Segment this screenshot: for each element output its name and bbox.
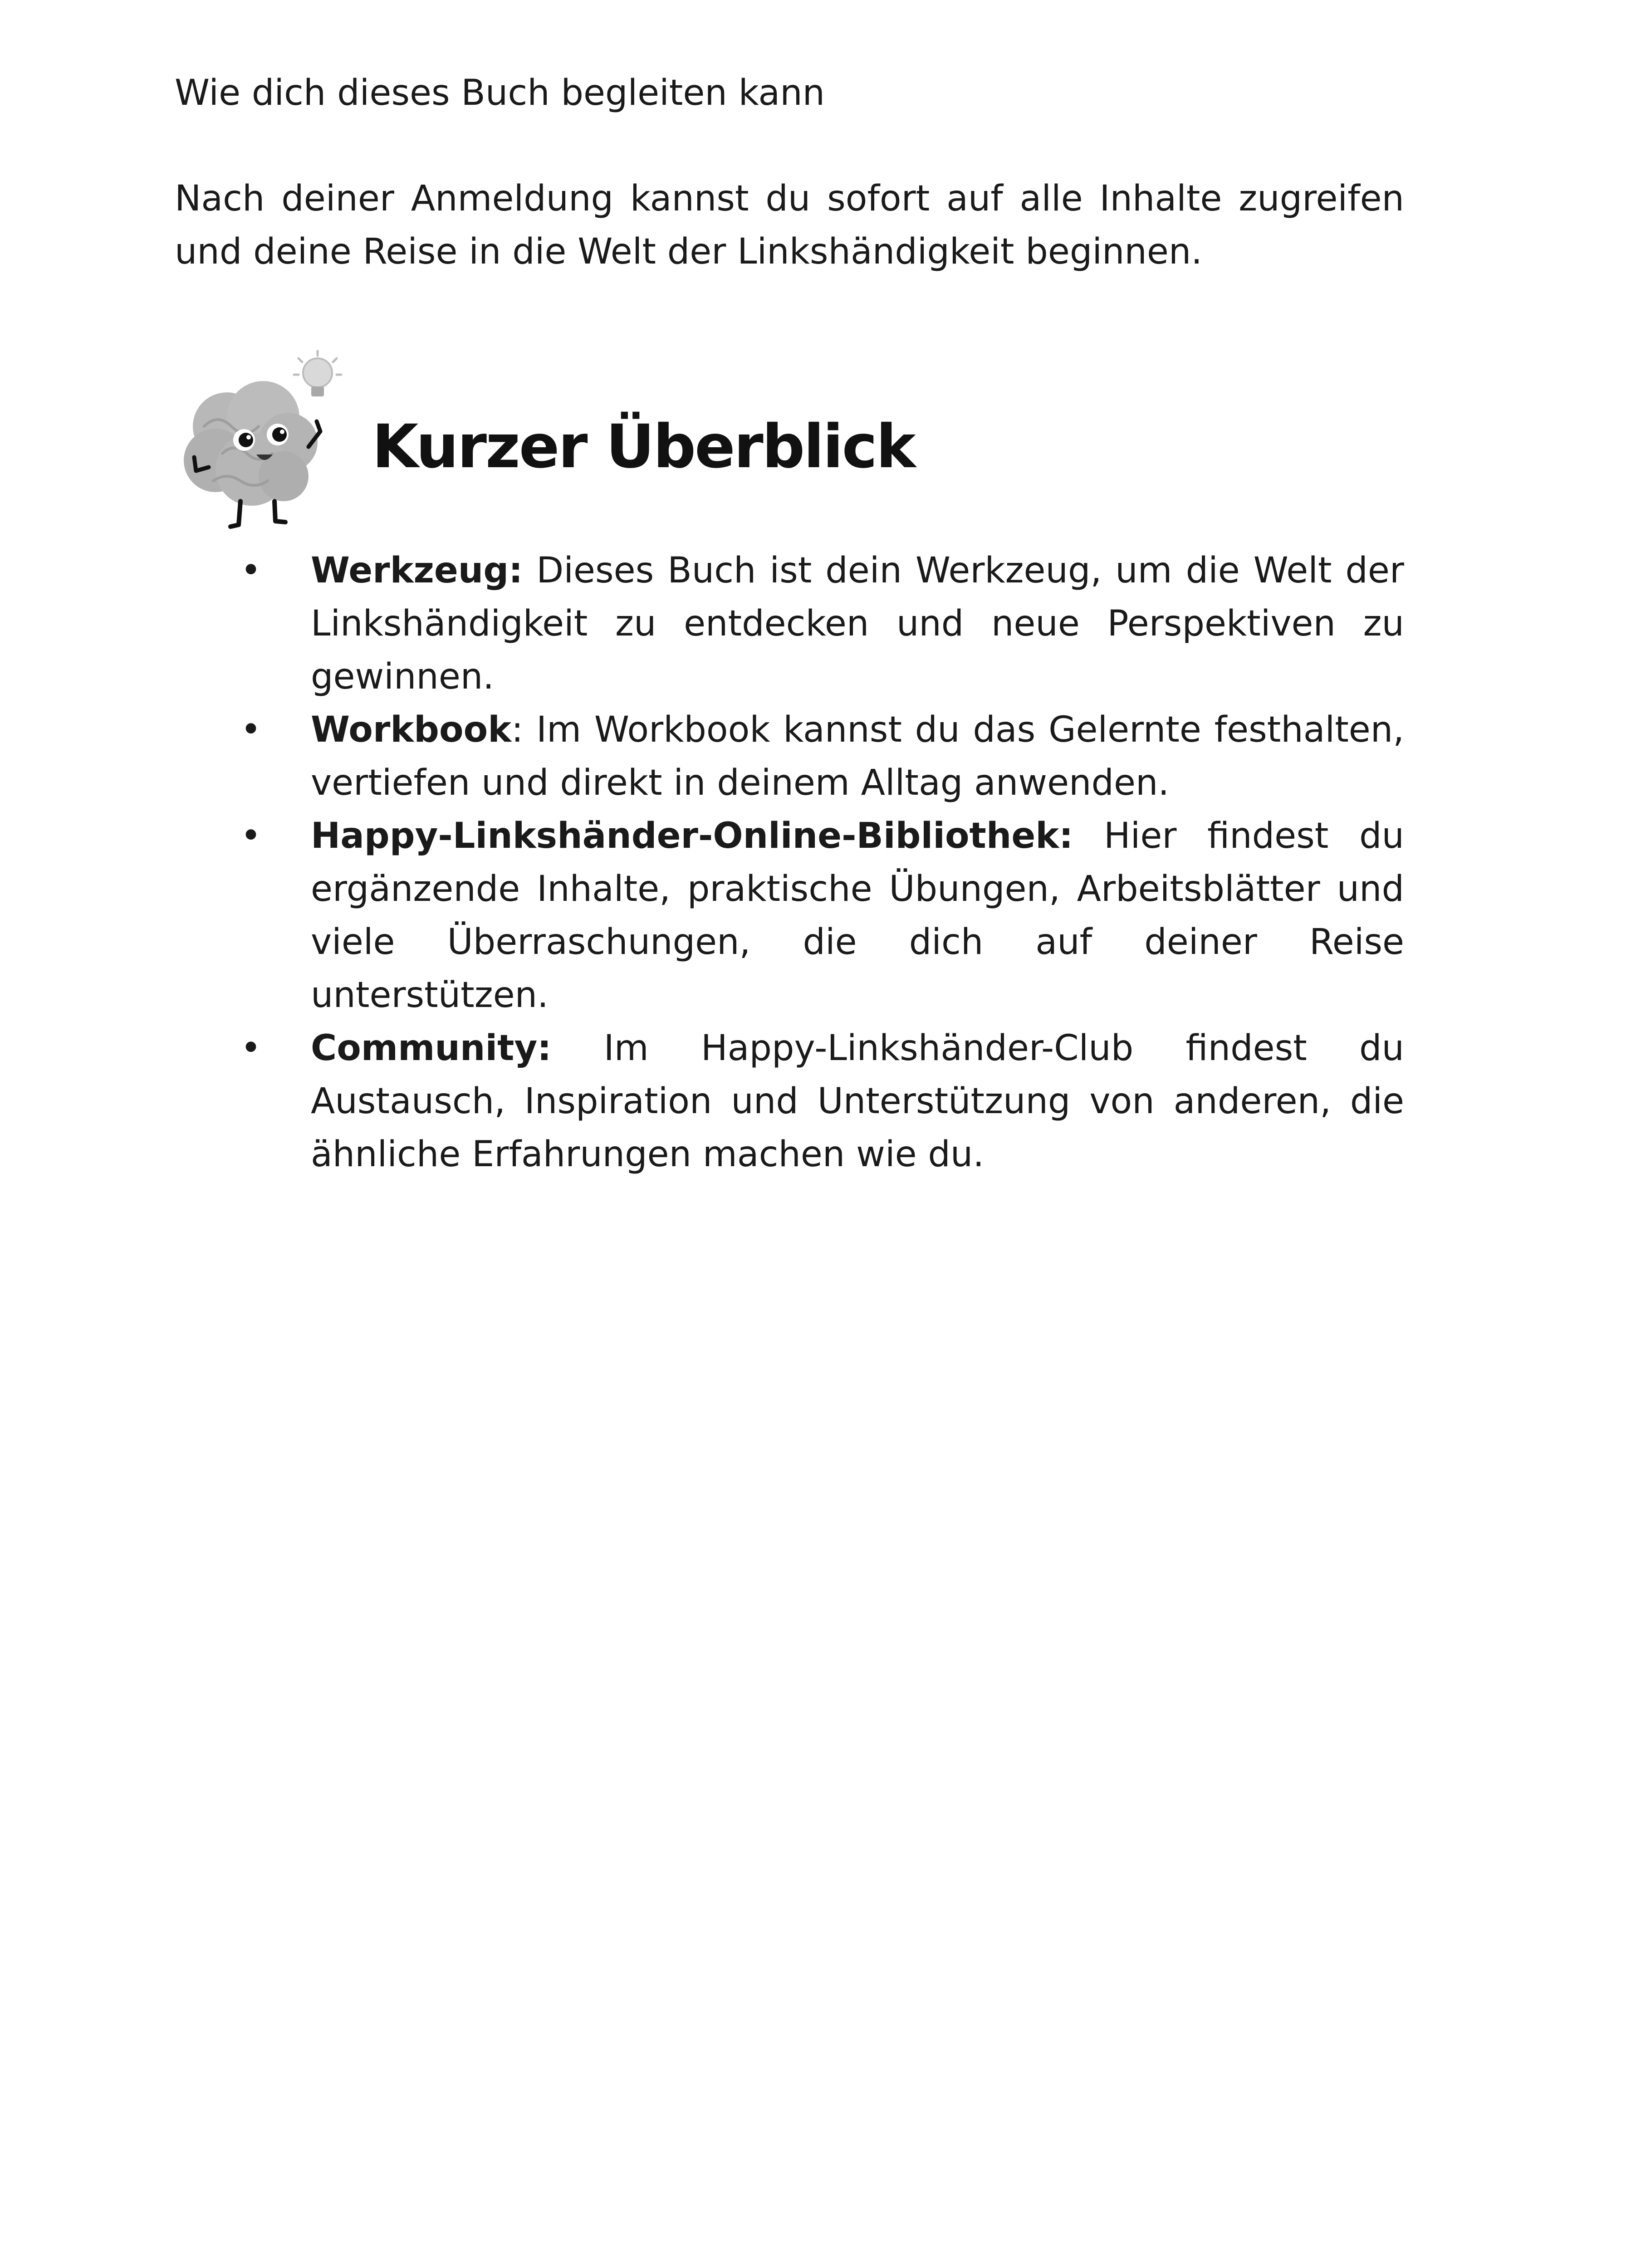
bullet-text: : Im Workbook kannst du das Gelernte festhalten, vertiefen und direkt in deinem Alltag anwenden. (311, 709, 1404, 803)
lightbulb-icon (294, 351, 341, 396)
bullet-term: Werkzeug: (311, 550, 523, 591)
running-header: Wie dich dieses Buch begleiten kann (175, 73, 825, 113)
list-item (240, 704, 1404, 810)
list-item (240, 544, 1404, 704)
list-item (240, 810, 1404, 1022)
bullet-icon: • (240, 550, 262, 591)
bullet-term: Workbook (311, 709, 512, 750)
list-item (240, 1022, 1404, 1181)
bullet-icon: • (240, 709, 262, 750)
bullet-term: Community: (311, 1028, 552, 1069)
bullet-term: Happy-Linkshänder-Online-Bibliothek: (311, 816, 1073, 856)
bullet-text: Im Happy-Linkshänder-Club findest du Austausch, Inspiration und Unterstützung von anderen, die ähnliche Erfahrungen machen wie du. (311, 1028, 1404, 1175)
bullet-icon: • (240, 1028, 262, 1069)
bullet-text: Hier findest du ergänzende Inhalte, praktische Übungen, Arbeitsblätter und viele Überraschungen, die dich auf deiner Reise unterstützen. (311, 816, 1404, 1016)
bullet-text: Dieses Buch ist dein Werkzeug, um die Welt der Linkshändigkeit zu entdecken und neue Perspektiven zu gewinnen. (311, 550, 1404, 697)
bullet-icon: • (240, 816, 262, 856)
brain-lightbulb-mascot-icon (172, 349, 363, 540)
overview-list (240, 544, 1404, 1181)
section-title: Kurzer Überblick (372, 412, 915, 482)
intro-paragraph: Nach deiner Anmeldung kannst du sofort auf alle Inhalte zugreifen und deine Reise in die Welt der Linkshändigkeit beginnen. (175, 178, 1404, 272)
